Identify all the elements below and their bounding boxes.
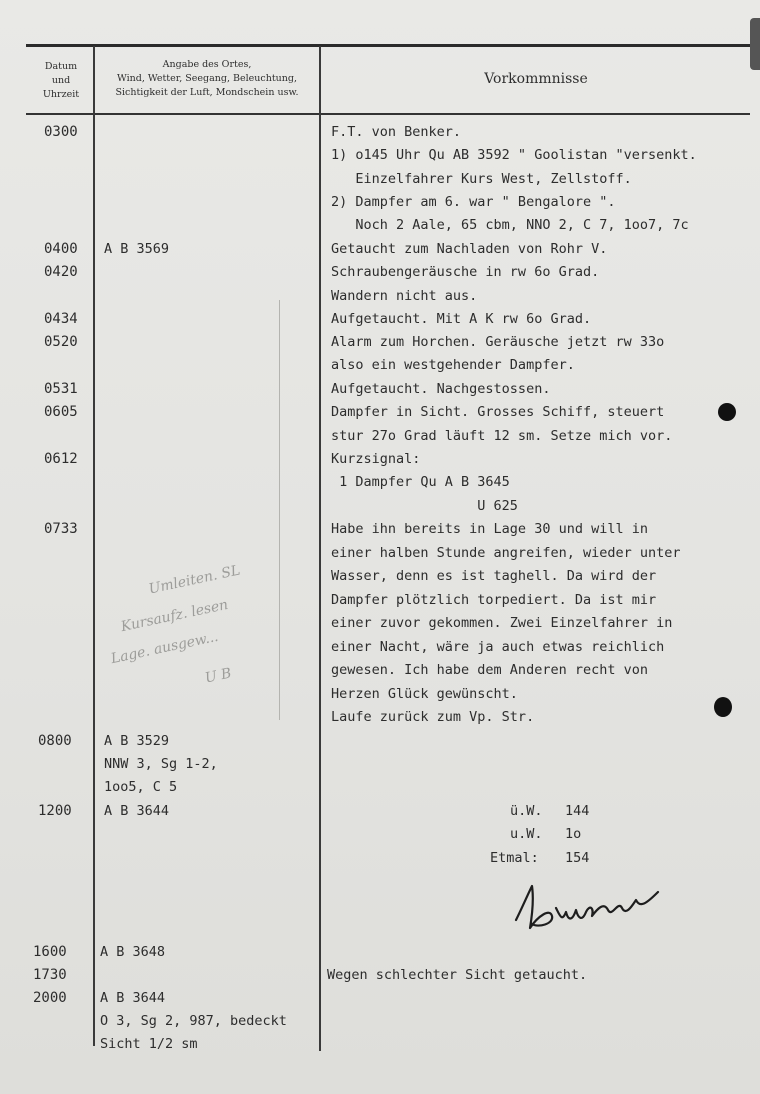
summary-uw-label: ü.W. bbox=[510, 803, 543, 819]
event-line: stur 27o Grad läuft 12 sm. Setze mich vor. bbox=[331, 428, 673, 444]
time-cell: 1600 bbox=[33, 944, 67, 960]
time-cell: 2000 bbox=[33, 990, 67, 1006]
time-cell: 0733 bbox=[44, 521, 78, 537]
event-line: Schraubengeräusche in rw 6o Grad. bbox=[331, 264, 600, 280]
header-rule bbox=[26, 113, 750, 115]
page-edge-shadow bbox=[750, 18, 760, 70]
summary-sw-label: u.W. bbox=[510, 826, 543, 842]
event-line: Getaucht zum Nachladen von Rohr V. bbox=[331, 241, 608, 257]
time-cell: 0300 bbox=[44, 124, 78, 140]
event-line: Habe ihn bereits in Lage 30 und will in bbox=[331, 521, 648, 537]
summary-etmal-label: Etmal: bbox=[490, 850, 539, 866]
time-cell: 0531 bbox=[44, 381, 78, 397]
time-cell: 1730 bbox=[33, 967, 67, 983]
time-cell: 0434 bbox=[44, 311, 78, 327]
event-line: Kurzsignal: bbox=[331, 451, 421, 467]
header-place-weather bbox=[100, 58, 314, 100]
time-cell: 0420 bbox=[44, 264, 78, 280]
place-cell: A B 3644 bbox=[104, 803, 170, 819]
event-line: Dampfer in Sicht. Grosses Schiff, steuert bbox=[331, 404, 665, 420]
place-cell: O 3, Sg 2, 987, bedeckt bbox=[100, 1013, 287, 1029]
summary-sw-value: 1o bbox=[565, 826, 582, 842]
summary-etmal-value: 154 bbox=[565, 850, 590, 866]
time-cell: 0612 bbox=[44, 451, 78, 467]
event-line: Herzen Glück gewünscht. bbox=[331, 686, 518, 702]
event-line: Einzelfahrer Kurs West, Zellstoff. bbox=[331, 171, 632, 187]
header-date-line: und bbox=[51, 75, 71, 86]
header-date-line: Uhrzeit bbox=[42, 89, 80, 100]
event-line: Wandern nicht aus. bbox=[331, 288, 478, 304]
summary-uw-value: 144 bbox=[565, 803, 590, 819]
top-rule bbox=[26, 44, 750, 47]
event-line: einer zuvor gekommen. Zwei Einzelfahrer in bbox=[331, 615, 673, 631]
place-cell: A B 3569 bbox=[104, 241, 170, 257]
header-place-line: Angabe des Ortes, bbox=[162, 59, 252, 70]
time-cell: 0520 bbox=[44, 334, 78, 350]
header-events bbox=[322, 72, 750, 86]
event-line: U 625 bbox=[331, 498, 518, 514]
event-line: Aufgetaucht. Nachgestossen. bbox=[331, 381, 551, 397]
event-line: Alarm zum Horchen. Geräusche jetzt rw 33o bbox=[331, 334, 665, 350]
place-cell: A B 3648 bbox=[100, 944, 166, 960]
column-divider-1 bbox=[93, 46, 95, 1046]
pencil-annotation-line: Kursaufz. lesen bbox=[119, 596, 230, 636]
event-line: Noch 2 Aale, 65 cbm, NNO 2, C 7, 1oo7, 7c bbox=[331, 217, 689, 233]
event-line: einer Nacht, wäre ja auch etwas reichlich bbox=[331, 639, 665, 655]
column-divider-2 bbox=[319, 46, 321, 1051]
header-place-line: Sichtigkeit der Luft, Mondschein usw. bbox=[115, 87, 299, 98]
commander-signature bbox=[508, 878, 668, 938]
time-cell: 1200 bbox=[38, 803, 72, 819]
ink-blot bbox=[718, 403, 736, 421]
place-cell: A B 3529 bbox=[104, 733, 170, 749]
pencil-annotation-line: U B bbox=[203, 665, 233, 687]
event-line: 1) o145 Uhr Qu AB 3592 " Goolistan "versenkt. bbox=[331, 147, 697, 163]
event-line: Wasser, denn es ist taghell. Da wird der bbox=[331, 568, 657, 584]
time-cell: 0605 bbox=[44, 404, 78, 420]
header-date-time bbox=[32, 60, 90, 102]
event-line: gewesen. Ich habe dem Anderen recht von bbox=[331, 662, 648, 678]
event-line: also ein westgehender Dampfer. bbox=[331, 357, 575, 373]
pencil-annotation-line: Umleiten. SL bbox=[147, 562, 242, 598]
event-line: einer halben Stunde angreifen, wieder unter bbox=[331, 545, 681, 561]
event-line: F.T. von Benker. bbox=[331, 124, 462, 140]
pencil-margin-line bbox=[279, 300, 280, 720]
event-line: Wegen schlechter Sicht getaucht. bbox=[327, 967, 588, 983]
place-cell: A B 3644 bbox=[100, 990, 166, 1006]
event-line: Dampfer plötzlich torpediert. Da ist mir bbox=[331, 592, 657, 608]
event-line: Aufgetaucht. Mit A K rw 6o Grad. bbox=[331, 311, 592, 327]
place-cell: NNW 3, Sg 1-2, bbox=[104, 756, 218, 772]
pencil-annotation-line: Lage. ausgew... bbox=[109, 628, 220, 668]
place-cell: Sicht 1/2 sm bbox=[100, 1036, 198, 1052]
event-line: 1 Dampfer Qu A B 3645 bbox=[331, 474, 510, 490]
time-cell: 0400 bbox=[44, 241, 78, 257]
header-place-line: Wind, Wetter, Seegang, Beleuchtung, bbox=[117, 73, 297, 84]
header-events-label: Vorkommnisse bbox=[484, 71, 588, 87]
event-line: 2) Dampfer am 6. war " Bengalore ". bbox=[331, 194, 616, 210]
ink-blot bbox=[714, 697, 732, 717]
place-cell: 1oo5, C 5 bbox=[104, 779, 178, 795]
event-line: Laufe zurück zum Vp. Str. bbox=[331, 709, 535, 725]
time-cell: 0800 bbox=[38, 733, 72, 749]
header-date-line: Datum bbox=[44, 61, 78, 72]
